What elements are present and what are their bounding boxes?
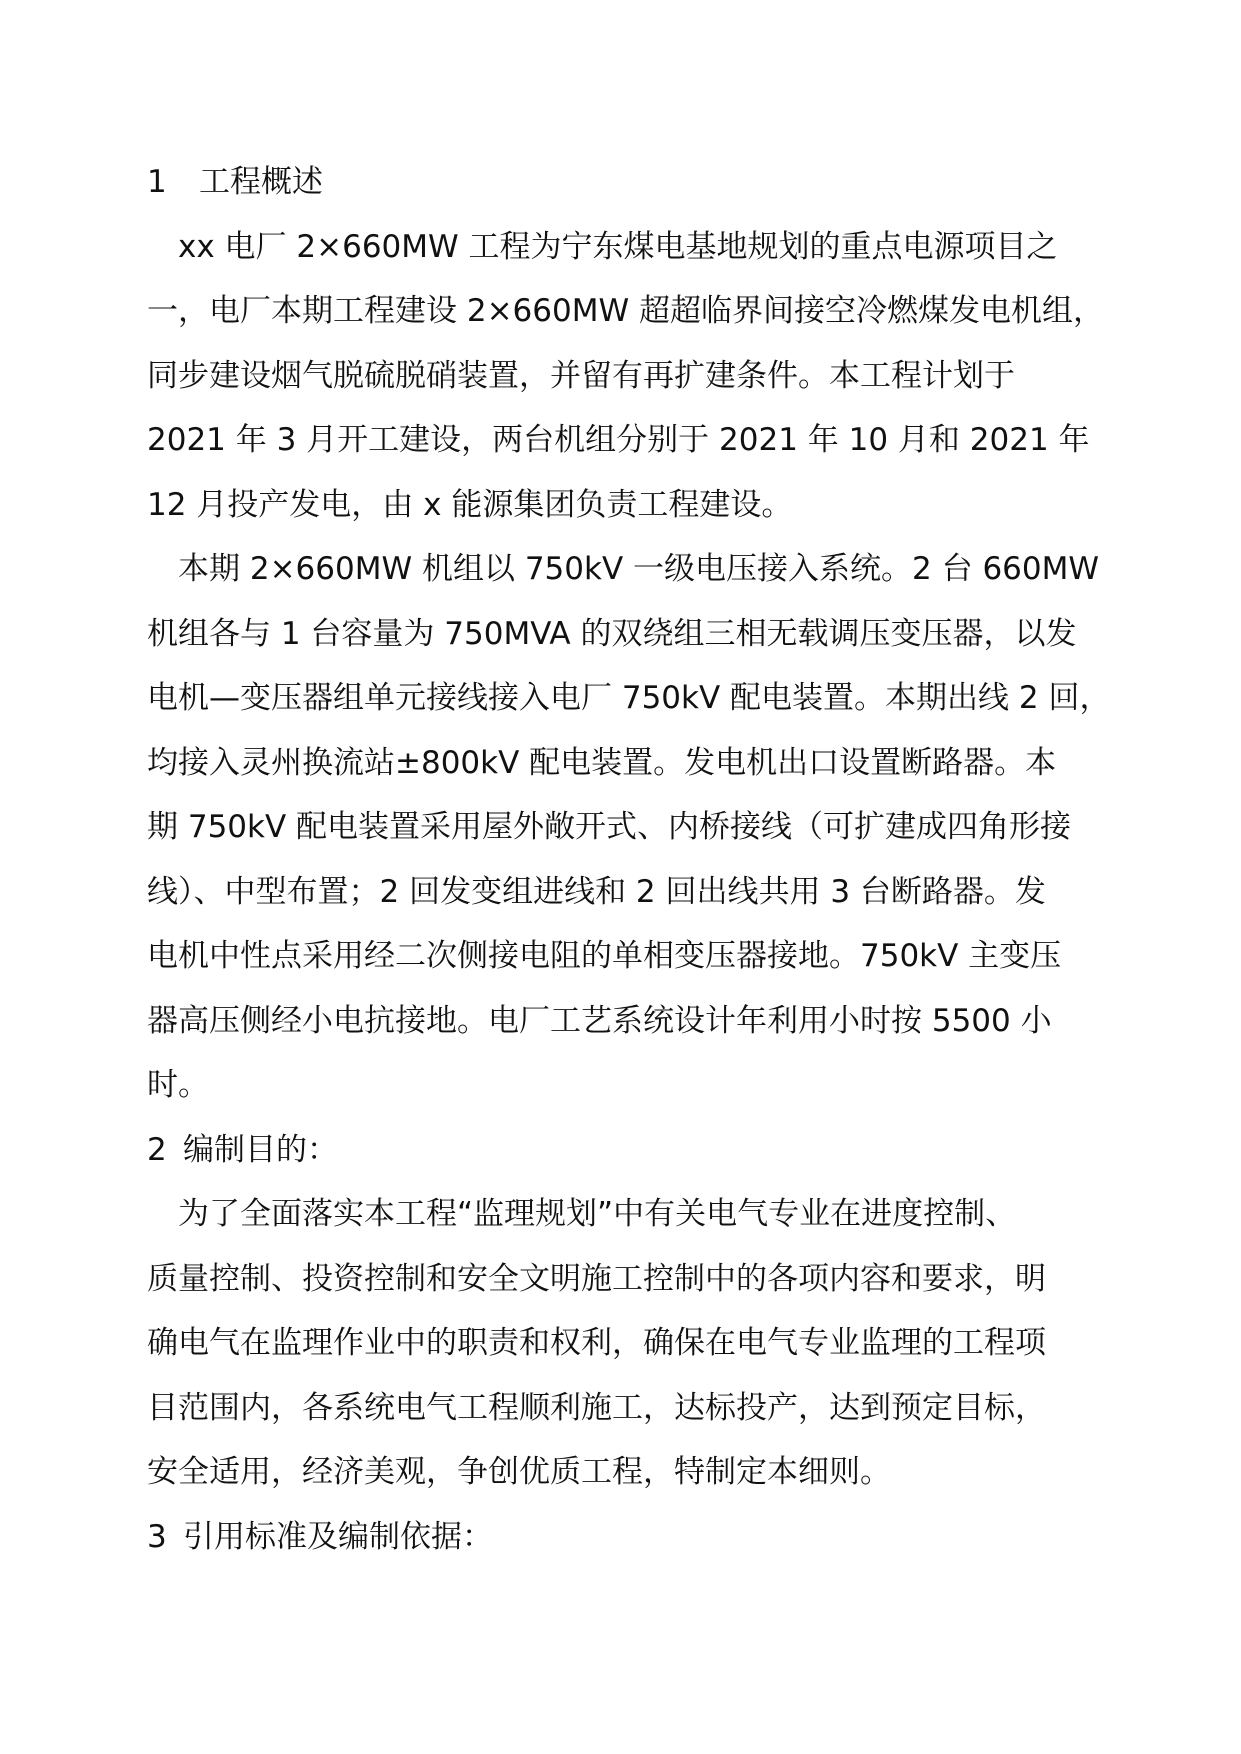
paragraph-line: 为了全面落实本工程“监理规划”中有关电气专业在进度控制、 [178, 1196, 1017, 1232]
paragraph-line: 电机中性点采用经二次侧接电阻的单相变压器接地。750kV 主变压 [147, 938, 1062, 974]
section-2-number: 2 [147, 1131, 167, 1168]
paragraph-line: 质量控制、投资控制和安全文明施工控制中的各项内容和要求，明 [147, 1260, 1046, 1297]
paragraph-line: 机组各与 1 台容量为 750MVA 的双绕组三相无载调压变压器，以发 [147, 615, 1077, 652]
paragraph-line: 12 月投产发电，由 x 能源集团负责工程建设。 [147, 486, 793, 523]
section-2-heading [147, 1118, 1142, 1183]
paragraph-line: 器高压侧经小电抗接地。电厂工艺系统设计年利用小时按 5500 小 [147, 1002, 1052, 1039]
paragraph-line: 一，电厂本期工程建设 2×660MW 超超临界间接空冷燃煤发电机组， [147, 293, 1104, 329]
paragraph-line: 目范围内，各系统电气工程顺利施工，达标投产，达到预定目标， [147, 1389, 1046, 1426]
paragraph-line: 本期 2×660MW 机组以 750kV 一级电压接入系统。2 台 660MW [178, 551, 1100, 587]
paragraph-line: 安全适用，经济美观，争创优质工程，特制定本细则。 [147, 1454, 891, 1490]
section-1-paragraph-1 [147, 215, 1142, 538]
paragraph-line: 线）、中型布置；2 回发变组进线和 2 回出线共用 3 台断路器。发 [147, 873, 1046, 910]
paragraph-line: 均接入灵州换流站±800kV 配电装置。发电机出口设置断路器。本 [147, 744, 1057, 781]
section-2-paragraph [147, 1182, 1142, 1505]
section-1-number: 1 [147, 164, 167, 200]
paragraph-line: 期 750kV 配电装置采用屋外敞开式、内桥接线（可扩建成四角形接 [147, 809, 1072, 845]
paragraph-line: 时。 [147, 1067, 209, 1103]
document-page [147, 150, 1142, 1569]
section-1-title: 工程概述 [199, 164, 323, 200]
section-1-heading [147, 150, 1142, 215]
paragraph-line: 确电气在监理作业中的职责和权利，确保在电气专业监理的工程项 [147, 1325, 1046, 1361]
section-3-title: 引用标准及编制依据： [183, 1518, 493, 1555]
paragraph-line: 电机—变压器组单元接线接入电厂 750kV 配电装置。本期出线 2 回， [147, 680, 1111, 716]
paragraph-line: 同步建设烟气脱硫脱硝装置，并留有再扩建条件。本工程计划于 [147, 357, 1015, 394]
section-3-heading [147, 1505, 1142, 1570]
section-2-title: 编制目的： [183, 1131, 338, 1168]
paragraph-line: xx 电厂 2×660MW 工程为宁东煤电基地规划的重点电源项目之 [178, 228, 1058, 265]
section-1-paragraph-2 [147, 537, 1142, 1118]
section-3-number: 3 [147, 1518, 167, 1555]
paragraph-line: 2021 年 3 月开工建设，两台机组分别于 2021 年 10 月和 2021 年 [147, 422, 1090, 458]
